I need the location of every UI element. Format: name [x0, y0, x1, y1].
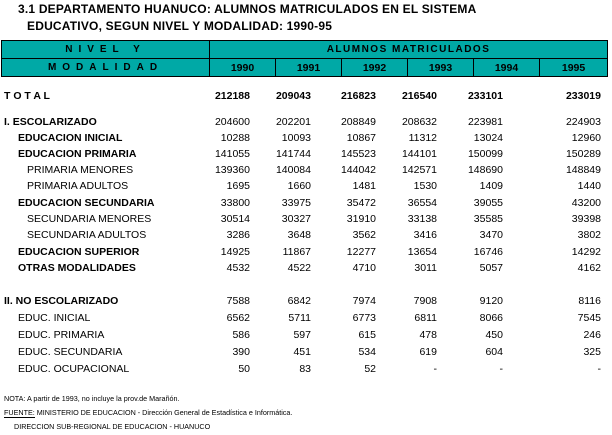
cell: 3562	[352, 229, 376, 241]
cell: 1695	[226, 180, 250, 192]
cell: 597	[293, 329, 311, 341]
cell: 204600	[214, 116, 250, 128]
cell: 43200	[571, 197, 601, 209]
cell: 202201	[275, 116, 311, 128]
row-label: EDUC. SECUNDARIA	[18, 346, 123, 358]
row-label: SECUNDARIA MENORES	[27, 213, 152, 225]
cell: 325	[583, 346, 601, 358]
cell: 145523	[340, 148, 376, 160]
cell: 39055	[473, 197, 503, 209]
note-text: NOTA: A partir de 1993, no incluye la prov.de Marañón.	[4, 394, 180, 403]
cell: -	[597, 363, 601, 375]
cell: 223981	[467, 116, 503, 128]
cell: 586	[232, 329, 250, 341]
table-title-line-1: 3.1 DEPARTAMENTO HUANUCO: ALUMNOS MATRICULADOS EN EL SISTEMA	[18, 2, 477, 16]
row-label: EDUC. INICIAL	[18, 312, 91, 324]
cell: 6842	[287, 295, 311, 307]
row-label: I. ESCOLARIZADO	[4, 116, 97, 128]
cell: 30514	[220, 213, 250, 225]
row-label: PRIMARIA MENORES	[27, 164, 134, 176]
header-year: 1994	[474, 59, 540, 77]
cell: 7908	[413, 295, 437, 307]
row-label: OTRAS MODALIDADES	[18, 262, 136, 274]
source-text	[4, 408, 292, 417]
cell: 3286	[226, 229, 250, 241]
cell: 30327	[281, 213, 311, 225]
cell: 390	[232, 346, 250, 358]
cell: 11867	[282, 246, 311, 258]
row-label: SECUNDARIA ADULTOS	[27, 229, 147, 241]
cell: 4710	[352, 262, 376, 274]
header-year: 1995	[540, 59, 608, 77]
table-row	[0, 312, 612, 325]
table-row	[0, 164, 612, 177]
cell: 5057	[479, 262, 503, 274]
cell: 31910	[346, 213, 376, 225]
cell: 233101	[467, 90, 503, 102]
cell: 35472	[346, 197, 376, 209]
header-modalidad: MODALIDAD	[2, 59, 210, 77]
table-title-line-2: EDUCATIVO, SEGUN NIVEL Y MODALIDAD: 1990-95	[27, 19, 333, 33]
cell: 209043	[275, 90, 311, 102]
cell: 35585	[473, 213, 503, 225]
cell: 13654	[407, 246, 437, 258]
cell: 4162	[577, 262, 601, 274]
cell: 150099	[467, 148, 503, 160]
cell: 142571	[401, 164, 437, 176]
cell: 7545	[577, 312, 601, 324]
header-year: 1992	[342, 59, 408, 77]
cell: 208849	[340, 116, 376, 128]
table-row	[0, 213, 612, 226]
cell: 50	[238, 363, 250, 375]
table-header	[1, 40, 608, 77]
cell: 16746	[473, 246, 503, 258]
cell: 6562	[226, 312, 250, 324]
cell: 33800	[220, 197, 250, 209]
table-row	[0, 262, 612, 275]
cell: 1481	[352, 180, 376, 192]
row-label: EDUC. PRIMARIA	[18, 329, 105, 341]
cell: 216823	[340, 90, 376, 102]
cell: 3011	[414, 262, 437, 274]
cell: 33138	[407, 213, 437, 225]
table-row	[0, 295, 612, 308]
row-label: EDUC. OCUPACIONAL	[18, 363, 130, 375]
row-label: EDUCACION INICIAL	[18, 132, 123, 144]
cell: 619	[419, 346, 437, 358]
row-label: T O T A L	[4, 90, 50, 102]
cell: 8066	[479, 312, 503, 324]
table-row	[0, 363, 612, 376]
cell: 1530	[413, 180, 437, 192]
source-label: FUENTE:	[4, 408, 35, 417]
cell: 14292	[571, 246, 601, 258]
cell: 13024	[473, 132, 503, 144]
cell: 12277	[346, 246, 376, 258]
cell: 1660	[287, 180, 311, 192]
cell: 216540	[401, 90, 437, 102]
cell: 224903	[565, 116, 601, 128]
cell: 52	[364, 363, 376, 375]
cell: 36554	[407, 197, 437, 209]
header-year: 1993	[408, 59, 474, 77]
table-row	[0, 116, 612, 129]
cell: 144101	[401, 148, 437, 160]
table-row	[0, 229, 612, 242]
cell: 6811	[414, 312, 437, 324]
cell: 3802	[577, 229, 601, 241]
cell: 534	[358, 346, 376, 358]
cell: 208632	[401, 116, 437, 128]
cell: 141744	[275, 148, 311, 160]
table-row	[0, 346, 612, 359]
cell: 148849	[565, 164, 601, 176]
row-label: EDUCACION SUPERIOR	[18, 246, 140, 258]
row-label: EDUCACION PRIMARIA	[18, 148, 137, 160]
source-text-2: DIRECCION SUB-REGIONAL DE EDUCACION - HUANUCO	[14, 422, 211, 431]
cell: -	[499, 363, 503, 375]
cell: 6773	[352, 312, 376, 324]
header-year: 1991	[276, 59, 342, 77]
cell: 5711	[288, 312, 311, 324]
header-alumnos-matriculados: ALUMNOS MATRICULADOS	[210, 41, 608, 59]
cell: 10093	[281, 132, 311, 144]
cell: 10288	[220, 132, 250, 144]
cell: 140084	[275, 164, 311, 176]
cell: 1409	[479, 180, 503, 192]
cell: 11312	[408, 132, 437, 144]
cell: 148690	[467, 164, 503, 176]
table-row	[0, 246, 612, 259]
table-row	[0, 148, 612, 161]
cell: 10867	[346, 132, 376, 144]
cell: 450	[485, 329, 503, 341]
header-nivel: NIVEL Y	[2, 41, 210, 59]
cell: 233019	[565, 90, 601, 102]
cell: 9120	[479, 295, 503, 307]
table-row	[0, 197, 612, 210]
table-row	[0, 132, 612, 145]
cell: 83	[299, 363, 311, 375]
cell: 12960	[571, 132, 601, 144]
table-row-total	[0, 90, 612, 103]
cell: 8116	[578, 295, 601, 307]
cell: -	[433, 363, 437, 375]
cell: 7588	[226, 295, 250, 307]
table-row	[0, 329, 612, 342]
cell: 212188	[214, 90, 250, 102]
cell: 451	[293, 346, 311, 358]
source-body: MINISTERIO DE EDUCACION - Dirección General de Estadística e Informática.	[34, 408, 293, 417]
cell: 14925	[220, 246, 250, 258]
cell: 246	[583, 329, 601, 341]
cell: 615	[358, 329, 376, 341]
cell: 4532	[226, 262, 250, 274]
cell: 33975	[281, 197, 311, 209]
cell: 4522	[287, 262, 311, 274]
cell: 3648	[287, 229, 311, 241]
cell: 3470	[479, 229, 503, 241]
header-year: 1990	[210, 59, 276, 77]
cell: 39398	[571, 213, 601, 225]
cell: 7974	[352, 295, 376, 307]
row-label: II. NO ESCOLARIZADO	[4, 295, 119, 307]
cell: 1440	[577, 180, 601, 192]
table-row	[0, 180, 612, 193]
cell: 139360	[214, 164, 250, 176]
cell: 150289	[565, 148, 601, 160]
cell: 604	[485, 346, 503, 358]
cell: 3416	[413, 229, 437, 241]
cell: 144042	[340, 164, 376, 176]
row-label: EDUCACION SECUNDARIA	[18, 197, 155, 209]
cell: 478	[419, 329, 437, 341]
row-label: PRIMARIA ADULTOS	[27, 180, 129, 192]
cell: 141055	[214, 148, 250, 160]
